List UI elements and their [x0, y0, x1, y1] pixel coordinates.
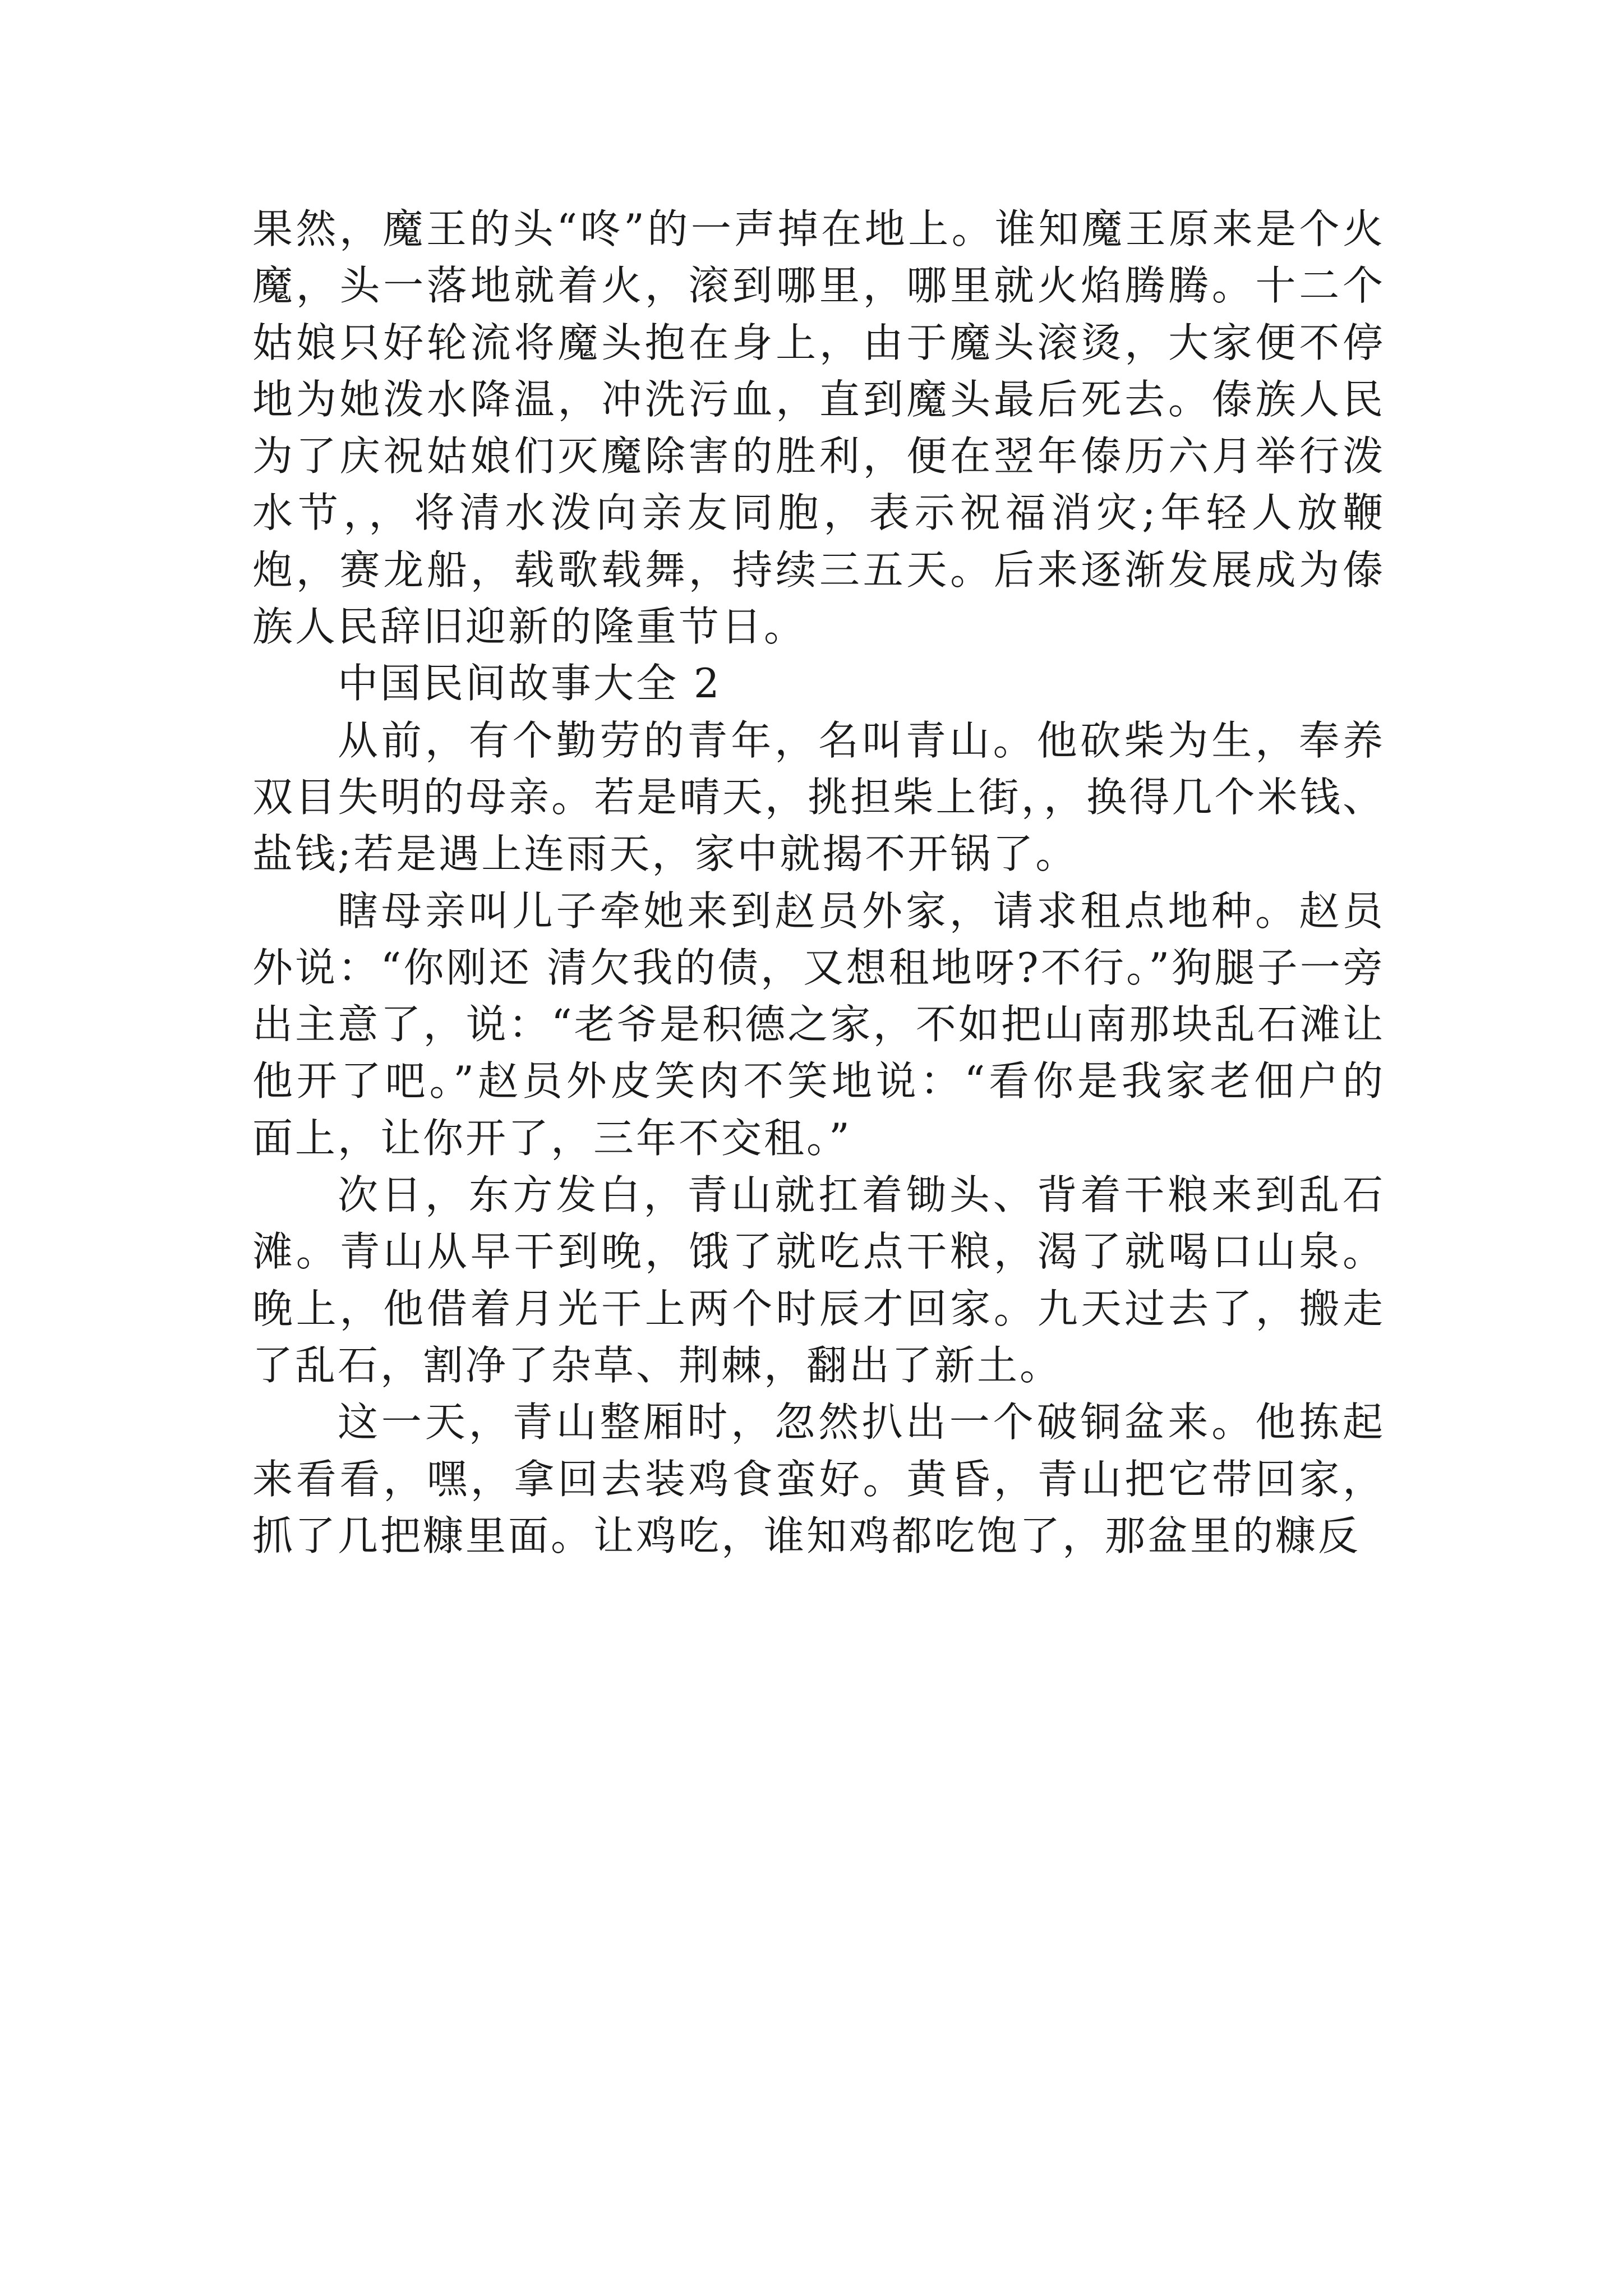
- paragraph: 瞎母亲叫儿子牵她来到赵员外家，请求租点地种。赵员外说：“你刚还 清欠我的债，又想租地呀?不行。”狗腿子一旁出主意了，说：“老爷是积德之家，不如把山南那块乱石滩让他开了吧。”赵员外皮笑肉不笑地说：“看你是我家老佃户的面上，让你开了，三年不交租。”: [252, 887, 1385, 1162]
- paragraph: 这一天，青山整厢时，忽然扒出一个破铜盆来。他拣起来看看，嘿，拿回去装鸡食蛮好。黄昏，青山把它带回家，抓了几把糠里面。让鸡吃，谁知鸡都吃饱了，那盆里的糠反: [252, 1398, 1385, 1559]
- paragraph: 次日，东方发白，青山就扛着锄头、背着干粮来到乱石滩。青山从早干到晚，饿了就吃点干粮，渴了就喝口山泉。晚上，他借着月光干上两个时辰才回家。九天过去了，搬走了乱石，割净了杂草、荆棘，翻出了新土。: [252, 1171, 1385, 1389]
- story-title: 中国民间故事大全 2: [338, 660, 722, 707]
- paragraph: 从前，有个勤劳的青年，名叫青山。他砍柴为生，奉养双目失明的母亲。若是晴天，挑担柴上街，，换得几个米钱、盐钱;若是遇上连雨天，家中就揭不开锅了。: [252, 716, 1385, 878]
- paragraph-continuation: 果然，魔王的头“咚”的一声掉在地上。谁知魔王原来是个火魔，头一落地就着火，滚到哪里，哪里就火焰腾腾。十二个姑娘只好轮流将魔头抱在身上，由于魔头滚烫，大家便不停地为她泼水降温，冲洗污血，直到魔头最后死去。傣族人民为了庆祝姑娘们灭魔除害的胜利，便在翌年傣历六月举行泼水节，，将清水泼向亲友同胞，表示祝福消灾;年轻人放鞭炮，赛龙船，载歌载舞，持续三五天。后来逐渐发展成为傣族人民辞旧迎新的隆重节日。: [252, 205, 1385, 651]
- document-body: [252, 201, 1385, 1565]
